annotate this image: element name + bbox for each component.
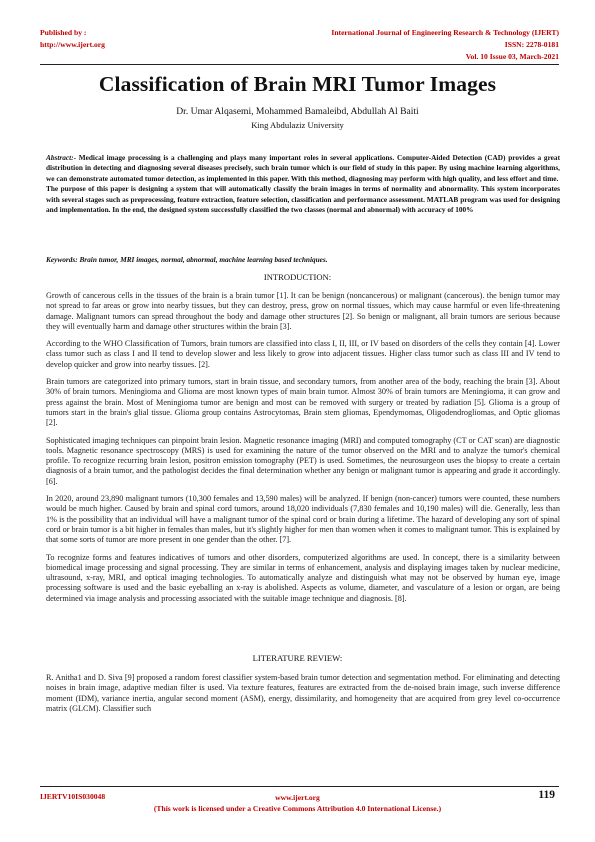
paper-authors: Dr. Umar Alqasemi, Mohammed Bamaleibd, Abdullah Al Baiti bbox=[176, 106, 419, 117]
section-heading-literature-review: LITERATURE REVIEW: bbox=[252, 653, 343, 663]
paper-affiliation: King Abdulaziz University bbox=[251, 120, 344, 130]
footer-center bbox=[0, 792, 595, 814]
footer-divider bbox=[40, 786, 559, 787]
body-paragraph: Brain tumors are categorized into primary tumors, start in brain tissue, and secondary tumors, from another area of the body, reaching the brain [3]. About 30% of brain tumors. Meningioma and Glioma are most known types of main brain tumor. Almost 30% of brain tumors are Meningioma, it can grow and press against the brain. Most of Meningioma tumor are benign and most can be removed with surgery or treated by radiation [5]. Glioma is a group of tumors start in the brain's glial tissue. Glioma group contains Astrocytomas, Brain stem gliomas, Ependymomas, Oligodendrogliomas, and Optic gliomas [2]. bbox=[46, 377, 560, 428]
volume-issue: Vol. 10 Issue 03, March-2021 bbox=[465, 52, 559, 61]
body-paragraph: In 2020, around 23,890 malignant tumors (10,300 females and 13,590 males) will be analyzed. If benign (non-cancer) tumors were counted, these numbers would be much higher. Caused by brain and spinal cord tumors, around 18,020 individuals (7,830 females and 10,190 males) will die. Generally, less than 1% is the possibility that an individual will have a malignant tumor of the spinal cord or brain during a lifetime. The hazard of developing any sort of spinal cord or brain tumor is a bit higher in females than males, but it's slightly higher for men than women when it comes to malignant tumor. This is explained by that some sorts of tumor are more present in one gender than the other. [7]. bbox=[46, 494, 560, 545]
abstract bbox=[46, 153, 560, 216]
keywords: Keywords: Brain tumor, MRI images, normal, abnormal, machine learning based techniques. bbox=[46, 255, 328, 264]
page-number: 119 bbox=[538, 789, 555, 801]
section-heading-introduction: INTRODUCTION: bbox=[263, 272, 332, 282]
footer-link[interactable]: www.ijert.org bbox=[275, 793, 320, 802]
journal-name: International Journal of Engineering Research & Technology (IJERT) bbox=[331, 28, 559, 37]
header-left bbox=[40, 27, 105, 51]
body-paragraph: To recognize forms and features indicatives of tumors and other disorders, computerized algorithms are used. In concept, there is a similarity between biomedical image processing and signal processing. They are similar in terms of enhancement, analysis and displaying images taken by nuclear medicine, ultrasound, x-ray, MRI, and optical imaging technologies. To automatically analyze and distinguish what may not be observed by human eye, image processing software is used and the basic eyeballing an x-ray is abolished. Aspects as volume, diameter, and vasculature of a lesion or organ, are being determined via image analysis and processing associated with the suitable image technique and diagnosis. [8]. bbox=[46, 552, 560, 603]
paper-title: Classification of Brain MRI Tumor Images bbox=[98, 72, 497, 96]
paper-id: IJERTV10IS030048 bbox=[40, 792, 106, 801]
body-paragraph: Growth of cancerous cells in the tissues of the brain is a brain tumor [1]. It can be benign (noncancerous) or malignant (cancerous). the benign tumor may not spread to far areas or grow into nearby tissues, but they can destroy, press, grow on normal tissues, which may cause harmful or even life-threatening damage. Malignant tumors can spread throughout the body and damage other structures [2]. So benign or malignant, all brain tumors are serious because they will eventually harm and damage other structures within the brain [3]. bbox=[46, 291, 560, 331]
abstract-paragraph-1 bbox=[46, 153, 560, 184]
body-paragraph: Sophisticated imaging techniques can pinpoint brain lesion. Magnetic resonance imaging (MRI) and computed tomography (CT or CAT scan) are diagnostic tools. Magnetic resonance spectroscopy (MRS) is used for examining the nature of the tumor observed on the MRI and to analyze the tumor's chemical profile. To recognize recurring brain lesion, positron emission tomography (PET) is used. Sometimes, the neurosurgeon uses the biopsy to create a certain diagnosis of a brain tumor, and the pathologist decides the final determination whether any benign or malignant tumor is appearing and grade it accordingly. [6]. bbox=[46, 435, 560, 486]
abstract-label: Abstract:- bbox=[46, 153, 76, 162]
body-paragraph: R. Anitha1 and D. Siva [9] proposed a random forest classifier system-based brain tumor detection and segmentation method. For eliminating and detecting noises in brain image, adaptive median filter is used. Via texture features, features are extracted from the de-noised brain image, such inverse difference moment (IDM), variance inertia, angular second moment (ASM), energy, dissimilarity, and homogeneity that are acquired from grey level co-occurrence matrix (GLCM). Classifier such bbox=[46, 673, 560, 713]
abstract-paragraph-2: The purpose of this paper is designing a system that will automatically classify the brain images in terms of normality and abnormality. This system incorporates with several stages such as preprocessing, feature extraction, feature selection, classification and performance assessment. MATLAB program was used for designing and implementation. In the end, the designed system successfully classified the two classes (normal and abnormal) with accuracy of 100% bbox=[46, 184, 560, 215]
published-by-label: Published by : bbox=[40, 28, 87, 37]
license-notice: (This work is licensed under a Creative Commons Attribution 4.0 International License.) bbox=[153, 804, 442, 813]
issn: ISSN: 2278-0181 bbox=[504, 40, 559, 49]
introduction-body bbox=[46, 291, 560, 611]
body-paragraph: According to the WHO Classification of Tumors, brain tumors are classified into class I, II, III, or IV based on disorders of the cells they contain [4]. Lower class tumor such as class I and II tend to develop slower and less likely to grow into adjacent tissues. Higher class tumor such as class III and IV tend to develop quicker and grow into nearby tissues. [2]. bbox=[46, 339, 560, 369]
literature-review-body bbox=[46, 673, 560, 721]
abstract-text-1: Medical image processing is a challenging and plays many important roles in several applications. Computer-Aided Detection (CAD) provides a great distribution in detecting and diagnosing several diseases precisely, such brain tumor which is our field of study in this paper. By using machine learning algorithms, we can demonstrate automated tumor detection, as implemented in this paper. With this method, diagnosing may perform with high quality, and less effort and time. bbox=[46, 153, 560, 183]
publisher-link[interactable]: http://www.ijert.org bbox=[40, 40, 105, 49]
header-divider bbox=[40, 64, 559, 65]
header-right bbox=[331, 27, 559, 63]
